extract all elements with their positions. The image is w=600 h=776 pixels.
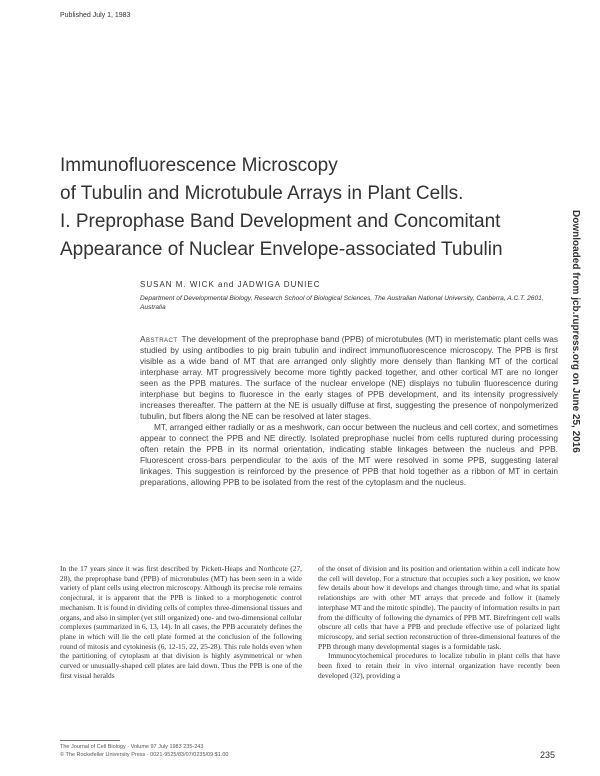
body-column-left [60,564,302,680]
footer-divider [60,740,120,741]
abstract-label: Abstract [140,334,178,344]
body-paragraph: of the onset of division and its position and orientation within a cell indicate how the cell will develop. For a structure that occupies such a key position, we know few details about how it develops and changes through time, and what its spatial relationships are with other MT arrays that precede and follow it (namely interphase MT and the mitotic spindle). The paucity of information results in part from the difficulty of following the dynamics of PPB MT. Birefringent cell walls obscure all cells that have a PPB and preclude effective use of polarized light microscopy, and serial section reconstruction of three-dimensional features of the PPB through many developmental stages is a formidable task. [318,564,560,651]
article-title [60,152,530,264]
footer-journal-line: The Journal of Cell Biology · Volume 97 July 1983 235-243 [60,744,204,750]
footer-copyright-line: © The Rockefeller University Press · 0021-9525/83/07/0235/09 $1.00 [60,752,229,758]
published-date: Published July 1, 1983 [60,12,131,19]
abstract-paragraph-1 [140,334,558,422]
body-paragraph: In the 17 years since it was first described by Pickett-Heaps and Northcote (27, 28), the preprophase band (PPB) of microtubules (MT) has been seen in a wide variety of plant cells using electron microscopy. Although its precise role remains conjectural, it is apparent that the PPB is linked to a morphogenetic control mechanism. It is found in dividing cells of complex three-dimensional tissues and organs, and also in simpler (yet still organized) one- and two-dimensional cellular complexes (summarized in 6, 13, 14). In all cases, the PPB accurately defines the plane in which will lie the cell plate formed at the conclusion of the following round of mitosis and cytokinesis (6, 12-15, 22, 25-28). This rule holds even when the partitioning of cytoplasm at that division is highly asymmetrical or when curved or unusually-shaped cell plates are laid down. Thus the PPB is one of the first visual heralds [60,564,302,680]
abstract-text-1: The development of the preprophase band (PPB) of microtubules (MT) in meristematic plant cells was studied by using antibodies to pig brain tubulin and indirect immunofluorescence microscopy. The PPB is first visible as a wide band of MT that are arranged only slightly more densely than flanking MT of the cortical interphase array. MT progressively become more tightly packed together, and other cortical MT are no longer seen as the PPB matures. The surface of the nuclear envelope (NE) displays no tubulin fluorescence during interphase but begins to fluoresce in the early stages of PPB development, and its intensity progressively increases thereafter. The pattern at the NE is usually diffuse at first, suggesting the presence of nonpolymerized tubulin, but fibers along the NE can be resolved at later stages. [140,334,558,421]
footer-citation [60,743,228,759]
authors: SUSAN M. WICK and JADWIGA DUNIEC [140,280,321,289]
abstract-paragraph-2: MT, arranged either radially or as a meshwork, can occur between the nucleus and cell cortex, and sometimes appear to connect the PPB and NE directly. Isolated preprophase nuclei from cells ruptured during processing often retain the PPB in its normal orientation, indicating stable linkages between the nucleus and PPB. Fluorescent cross-bars perpendicular to the axis of the MT were resolved in some PPB, suggesting lateral linkages. This suggestion is reinforced by the presence of PPB that hold together as a ribbon of MT in certain preparations, allowing PPB to be isolated from the rest of the cytoplasm and the nucleus. [140,422,558,487]
abstract [140,334,558,488]
title-line-1: Immunofluorescence Microscopy [60,155,338,176]
body-column-right [318,564,560,680]
download-watermark: Downloaded from jcb.rupress.org on June 25, 2016 [570,210,581,453]
title-line-4: Appearance of Nuclear Envelope-associated Tubulin [60,239,503,260]
title-line-2: of Tubulin and Microtubule Arrays in Plant Cells. [60,183,464,204]
affiliation: Department of Developmental Biology, Research School of Biological Sciences, The Australian National University, Canberra, A.C.T. 2601, Australia [140,295,544,311]
title-line-3: I. Preprophase Band Development and Concomitant [60,211,501,232]
page-number: 235 [540,750,556,760]
body-paragraph: Immunocytochemical procedures to localize tubulin in plant cells that have been fixed to retain their in vivo internal organization have recently been developed (32), providing a [318,651,560,680]
